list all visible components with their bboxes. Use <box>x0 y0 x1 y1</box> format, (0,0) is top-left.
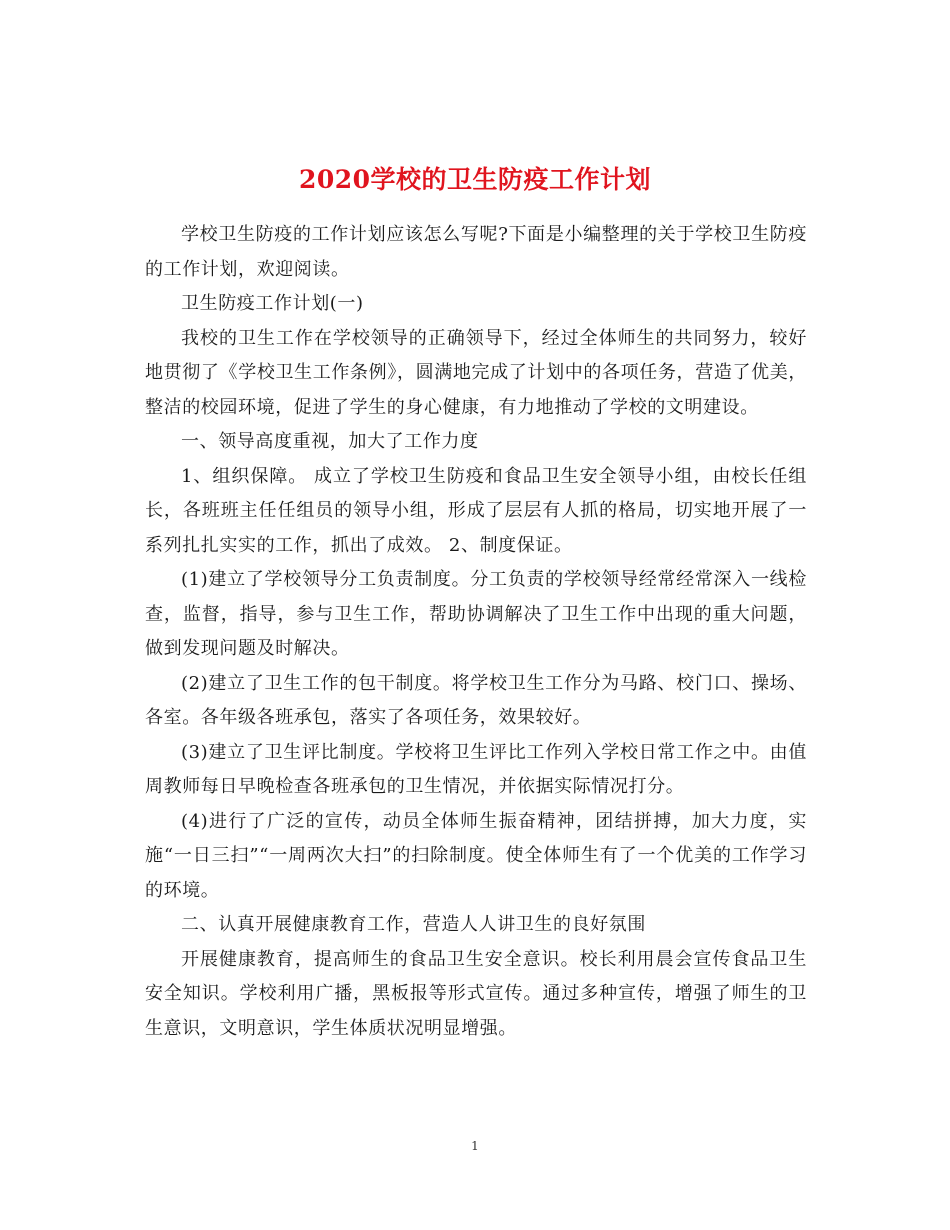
paragraph-rule-2: (2)建立了卫生工作的包干制度。将学校卫生工作分为马路、校门口、操场、各室。各年级各班承包，落实了各项任务，效果较好。 <box>145 672 807 728</box>
paragraph-overview: 我校的卫生工作在学校领导的正确领导下，经过全体师生的共同努力，较好地贯彻了《学校卫生工作条例》，圆满地完成了计划中的各项任务，营造了优美，整洁的校园环境，促进了学生的身心健康，有力地推动了学校的文明建设。 <box>145 327 807 418</box>
document-title: 2020学校的卫生防疫工作计划 <box>298 164 652 194</box>
section-heading-health-education: 二、认真开展健康教育工作，营造人人讲卫生的良好氛围 <box>181 914 646 935</box>
paragraph-rule-3: (3)建立了卫生评比制度。学校将卫生评比工作列入学校日常工作之中。由值周教师每日早晚检查各班承包的卫生情况，并依据实际情况打分。 <box>145 741 807 797</box>
paragraph-health-education: 开展健康教育，提高师生的食品卫生安全意识。校长利用晨会宣传食品卫生安全知识。学校利用广播，黑板报等形式宣传。通过多种宣传，增强了师生的卫生意识，文明意识，学生体质状况明显增强。 <box>145 948 807 1039</box>
paragraph-rule-1: (1)建立了学校领导分工负责制度。分工负责的学校领导经常经常深入一线检查，监督，指导，参与卫生工作，帮助协调解决了卫生工作中出现的重大问题，做到发现问题及时解决。 <box>145 569 807 659</box>
paragraph-organization: 1、组织保障。 成立了学校卫生防疫和食品卫生安全领导小组，由校长任组长，各班班主任任组员的领导小组，形成了层层有人抓的格局，切实地开展了一系列扎扎实实的工作，抓出了成效。 2、制度保证。 <box>145 465 807 556</box>
paragraph-intro: 学校卫生防疫的工作计划应该怎么写呢?下面是小编整理的关于学校卫生防疫的工作计划，欢迎阅读。 <box>145 224 807 280</box>
page-number: 1 <box>471 1139 479 1153</box>
section-heading-plan-one: 卫生防疫工作计划(一) <box>181 293 364 314</box>
document-body <box>145 218 807 1046</box>
section-heading-leadership: 一、领导高度重视，加大了工作力度 <box>181 431 479 452</box>
paragraph-rule-4: (4)进行了广泛的宣传，动员全体师生振奋精神，团结拼搏，加大力度，实施“一日三扫”“一周两次大扫”的扫除制度。使全体师生有了一个优美的工作学习的环境。 <box>145 810 807 901</box>
